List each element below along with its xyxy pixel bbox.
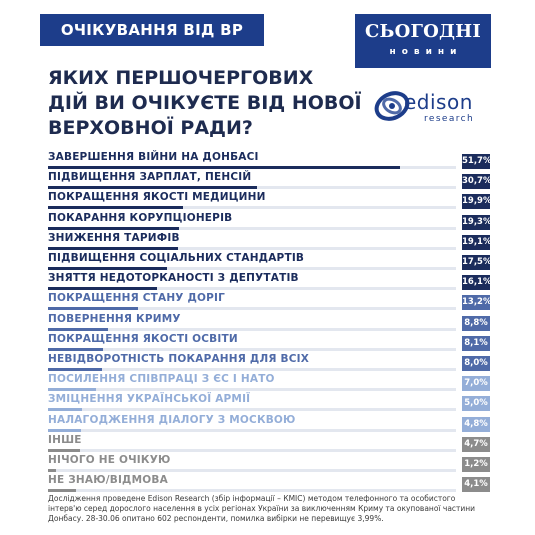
- chart-row: [48, 292, 490, 312]
- category-label: НІЧОГО НЕ ОЧІКУЮ: [48, 454, 171, 466]
- bar-track: [48, 449, 456, 452]
- category-label: НАЛАГОДЖЕННЯ ДІАЛОГУ З МОСКВОЮ: [48, 413, 296, 426]
- category-label: ПІДВИЩЕННЯ ЗАРПЛАТ, ПЕНСІЙ: [48, 171, 252, 184]
- category-label: ПОКРАЩЕННЯ ЯКОСТІ ОСВІТИ: [48, 332, 238, 345]
- bar-track: [48, 388, 456, 391]
- bar-track: [48, 247, 456, 250]
- chart-row: [48, 414, 490, 434]
- bar: [48, 489, 76, 492]
- bar-track: [48, 408, 456, 411]
- survey-footnote: Дослідження проведене Edison Research (збір інформації – КМІС) методом телефонного та особистого інтерв'ю серед дорослого населення в усіх регіонах України за виключенням Криму та окупованої частини Донбасу. 28-30.06 опитано 602 респонденти, помилка вибірки не перевищує 3,99%.: [48, 494, 476, 523]
- bar: [48, 348, 103, 351]
- bar-track: [48, 227, 456, 230]
- chart-row: [48, 474, 490, 494]
- chart-row: [48, 434, 490, 454]
- category-label: ПОСИЛЕННЯ СПІВПРАЦІ З ЄС І НАТО: [48, 373, 275, 386]
- category-label: ПОКРАЩЕННЯ ЯКОСТІ МЕДИЦИНИ: [48, 191, 266, 204]
- question-line: ЯКИХ ПЕРШОЧЕРГОВИХ: [48, 67, 314, 89]
- bar-track: [48, 186, 456, 189]
- bar: [48, 307, 138, 310]
- value-label: 4,8%: [462, 417, 490, 432]
- bar: [48, 408, 82, 411]
- value-label: 13,2%: [462, 295, 490, 310]
- chart-row: [48, 454, 490, 474]
- value-label: 4,1%: [462, 477, 490, 492]
- bar: [48, 469, 56, 472]
- question-line: ВЕРХОВНОЇ РАДИ?: [48, 117, 253, 139]
- bar-track: [48, 287, 456, 290]
- chart-row: [48, 191, 490, 211]
- chart-row: [48, 151, 490, 171]
- category-label: НЕ ЗНАЮ/ВІДМОВА: [48, 474, 168, 487]
- bar-track: [48, 368, 456, 371]
- chart-row: [48, 232, 490, 252]
- category-label: ЗМІЦНЕННЯ УКРАЇНСЬКОЇ АРМІЇ: [48, 393, 251, 406]
- bar: [48, 267, 167, 270]
- bar: [48, 328, 108, 331]
- survey-question: [48, 66, 362, 141]
- value-label: 8,1%: [462, 336, 490, 351]
- bar-track: [48, 206, 456, 209]
- bar: [48, 227, 179, 230]
- bar: [48, 247, 178, 250]
- value-label: 19,3%: [462, 215, 490, 230]
- value-label: 1,2%: [462, 457, 490, 472]
- edison-sub: research: [424, 114, 475, 124]
- bar: [48, 449, 80, 452]
- bar-track: [48, 429, 456, 432]
- value-label: 17,5%: [462, 255, 490, 270]
- category-label: ЗНЯТТЯ НЕДОТОРКАНОСТІ З ДЕПУТАТІВ: [48, 272, 299, 285]
- sohodni-logo: [355, 14, 491, 68]
- chart-row: [48, 373, 490, 393]
- bar-track: [48, 469, 456, 472]
- chart-row: [48, 252, 490, 272]
- bar-track: [48, 328, 456, 331]
- chart-row: [48, 333, 490, 353]
- category-label: НЕВІДВОРОТНІСТЬ ПОКАРАННЯ ДЛЯ ВСІХ: [48, 353, 310, 365]
- bar: [48, 388, 96, 391]
- value-label: 19,1%: [462, 235, 490, 250]
- category-label: ПІДВИЩЕННЯ СОЦІАЛЬНИХ СТАНДАРТІВ: [48, 252, 305, 264]
- bar: [48, 206, 183, 209]
- bar: [48, 429, 81, 432]
- chart-row: [48, 212, 490, 232]
- value-label: 5,0%: [462, 396, 490, 411]
- bar-track: [48, 307, 456, 310]
- bar-track: [48, 166, 456, 169]
- chart-row: [48, 272, 490, 292]
- edison-name: edison: [404, 90, 473, 114]
- logo-title: СЬОГОДНІ: [365, 21, 481, 42]
- category-label: ЗНИЖЕННЯ ТАРИФІВ: [48, 231, 180, 244]
- category-label: ПОВЕРНЕННЯ КРИМУ: [48, 312, 181, 325]
- value-label: 8,0%: [462, 356, 490, 371]
- bar-track: [48, 267, 456, 270]
- value-label: 19,9%: [462, 194, 490, 209]
- value-label: 16,1%: [462, 275, 490, 290]
- value-label: 4,7%: [462, 437, 490, 452]
- value-label: 8,8%: [462, 316, 490, 331]
- value-label: 30,7%: [462, 174, 490, 189]
- category-label: ПОКАРАННЯ КОРУПЦІОНЕРІВ: [48, 211, 233, 224]
- chart-row: [48, 171, 490, 191]
- value-label: 7,0%: [462, 376, 490, 391]
- bar-track: [48, 348, 456, 351]
- value-label: 51,7%: [462, 154, 490, 169]
- bar-track: [48, 489, 456, 492]
- category-label: ІНШЕ: [48, 433, 82, 446]
- chart-row: [48, 353, 490, 373]
- bar: [48, 368, 102, 371]
- category-label: ПОКРАЩЕННЯ СТАНУ ДОРІГ: [48, 292, 226, 305]
- bar: [48, 287, 157, 290]
- bar: [48, 166, 400, 169]
- header-banner: ОЧІКУВАННЯ ВІД ВР: [40, 14, 264, 46]
- logo-subtitle: новини: [389, 47, 463, 57]
- chart-row: [48, 393, 490, 413]
- bar: [48, 186, 257, 189]
- question-line: ДІЙ ВИ ОЧІКУЄТЕ ВІД НОВОЇ: [48, 92, 362, 114]
- chart-row: [48, 313, 490, 333]
- category-label: ЗАВЕРШЕННЯ ВІЙНИ НА ДОНБАСІ: [48, 151, 259, 163]
